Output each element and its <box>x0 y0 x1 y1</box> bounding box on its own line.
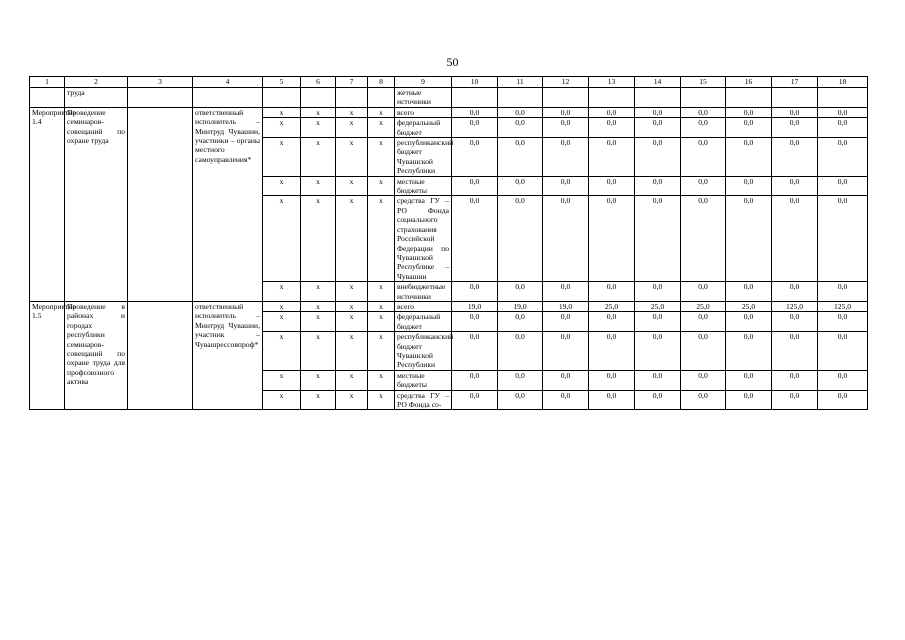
value-cell: 0,0 <box>818 138 868 177</box>
budget-code-cell: х <box>263 370 301 390</box>
value-cell: 0,0 <box>589 107 635 117</box>
funding-source: всего <box>395 107 452 117</box>
budget-code-cell: х <box>368 176 395 196</box>
value-cell: 0,0 <box>635 312 681 332</box>
value-cell: 0,0 <box>726 370 772 390</box>
budget-code-cell: х <box>301 282 336 302</box>
budget-code-cell: х <box>263 390 301 410</box>
column-number-row <box>30 77 868 88</box>
funding-source: внебюджетные источники <box>395 282 452 302</box>
funding-source: всего <box>395 301 452 311</box>
table-row <box>30 107 868 117</box>
value-cell: 0,0 <box>589 196 635 282</box>
budget-code-cell: х <box>263 107 301 117</box>
budget-code-cell: х <box>301 118 336 138</box>
value-cell: 0,0 <box>726 312 772 332</box>
executor <box>193 88 263 108</box>
value-cell: 0,0 <box>818 107 868 117</box>
budget-code-cell: х <box>368 107 395 117</box>
value-cell: 0,0 <box>452 118 498 138</box>
value-cell: 0,0 <box>635 370 681 390</box>
value-cell: 0,0 <box>772 370 818 390</box>
value-cell <box>726 88 772 108</box>
table-row <box>30 88 868 108</box>
value-cell: 0,0 <box>498 282 543 302</box>
budget-code-cell: х <box>301 196 336 282</box>
budget-code-cell: х <box>263 282 301 302</box>
value-cell: 0,0 <box>498 370 543 390</box>
value-cell: 25,0 <box>589 301 635 311</box>
column-number: 6 <box>301 77 336 88</box>
budget-code-cell: х <box>263 301 301 311</box>
value-cell: 0,0 <box>818 118 868 138</box>
column-number: 5 <box>263 77 301 88</box>
funding-source: жетные источники <box>395 88 452 108</box>
executor: ответственный исполнитель – Минтруд Чувашии, участники – органы местного самоуправления* <box>193 107 263 301</box>
value-cell: 25,0 <box>681 301 726 311</box>
table-row <box>30 301 868 311</box>
value-cell: 0,0 <box>818 176 868 196</box>
column-number: 15 <box>681 77 726 88</box>
table-body <box>30 88 868 410</box>
budget-code-cell: х <box>301 107 336 117</box>
program-table <box>29 76 868 410</box>
budget-code-cell: х <box>368 282 395 302</box>
value-cell: 0,0 <box>543 312 589 332</box>
budget-code-cell: х <box>336 282 368 302</box>
event-label <box>30 88 65 108</box>
value-cell: 0,0 <box>772 282 818 302</box>
value-cell: 0,0 <box>772 138 818 177</box>
value-cell <box>772 88 818 108</box>
budget-code-cell: х <box>263 332 301 371</box>
value-cell <box>818 88 868 108</box>
value-cell: 0,0 <box>543 282 589 302</box>
value-cell: 0,0 <box>543 390 589 410</box>
value-cell: 0,0 <box>498 107 543 117</box>
value-cell: 125,0 <box>772 301 818 311</box>
value-cell: 25,0 <box>635 301 681 311</box>
budget-code-cell: х <box>301 390 336 410</box>
value-cell: 0,0 <box>635 118 681 138</box>
value-cell: 0,0 <box>498 138 543 177</box>
value-cell: 0,0 <box>726 118 772 138</box>
budget-code-cell: х <box>368 312 395 332</box>
value-cell: 0,0 <box>452 196 498 282</box>
budget-code-cell: х <box>263 176 301 196</box>
value-cell: 0,0 <box>635 176 681 196</box>
budget-code-cell: х <box>301 370 336 390</box>
value-cell <box>452 88 498 108</box>
value-cell: 0,0 <box>726 138 772 177</box>
value-cell: 0,0 <box>726 176 772 196</box>
value-cell <box>498 88 543 108</box>
budget-code-cell: х <box>336 118 368 138</box>
funding-source: средства ГУ – РО Фонда социального страхования Российской Федерации по Чувашской Республике – Чувашии <box>395 196 452 282</box>
budget-code-cell: х <box>368 301 395 311</box>
value-cell: 0,0 <box>589 370 635 390</box>
value-cell: 0,0 <box>589 282 635 302</box>
value-cell: 0,0 <box>498 196 543 282</box>
value-cell: 0,0 <box>635 390 681 410</box>
value-cell: 0,0 <box>726 282 772 302</box>
value-cell: 0,0 <box>772 118 818 138</box>
column-number: 16 <box>726 77 772 88</box>
budget-code-cell: х <box>301 312 336 332</box>
budget-code-cell: х <box>336 390 368 410</box>
column-number: 14 <box>635 77 681 88</box>
value-cell: 0,0 <box>726 390 772 410</box>
value-cell: 0,0 <box>589 312 635 332</box>
value-cell: 0,0 <box>498 312 543 332</box>
value-cell: 0,0 <box>543 332 589 371</box>
value-cell: 0,0 <box>543 138 589 177</box>
empty-cell <box>128 107 193 301</box>
value-cell: 0,0 <box>818 196 868 282</box>
budget-code-cell: х <box>368 138 395 177</box>
budget-code-cell: х <box>368 390 395 410</box>
value-cell: 0,0 <box>635 138 681 177</box>
value-cell: 0,0 <box>772 390 818 410</box>
value-cell: 19,0 <box>452 301 498 311</box>
value-cell: 0,0 <box>681 196 726 282</box>
value-cell: 0,0 <box>635 107 681 117</box>
value-cell: 0,0 <box>681 312 726 332</box>
value-cell <box>681 88 726 108</box>
value-cell: 0,0 <box>772 176 818 196</box>
value-cell: 19,0 <box>543 301 589 311</box>
budget-code-cell: х <box>368 118 395 138</box>
budget-code-cell: х <box>336 370 368 390</box>
funding-source: федеральный бюджет <box>395 118 452 138</box>
budget-code-cell: х <box>301 332 336 371</box>
budget-code-cell: х <box>263 196 301 282</box>
column-number: 7 <box>336 77 368 88</box>
column-number: 17 <box>772 77 818 88</box>
budget-code-cell <box>336 88 368 108</box>
value-cell: 0,0 <box>818 312 868 332</box>
value-cell: 0,0 <box>635 196 681 282</box>
value-cell: 0,0 <box>681 282 726 302</box>
value-cell: 0,0 <box>681 118 726 138</box>
event-name: труда <box>65 88 128 108</box>
value-cell: 0,0 <box>681 390 726 410</box>
event-name: Проведение семинаров-совещаний по охране труда <box>65 107 128 301</box>
budget-code-cell <box>368 88 395 108</box>
budget-code-cell: х <box>336 107 368 117</box>
column-number: 8 <box>368 77 395 88</box>
value-cell: 0,0 <box>681 176 726 196</box>
funding-source: местные бюджеты <box>395 176 452 196</box>
value-cell: 0,0 <box>543 370 589 390</box>
budget-code-cell: х <box>368 196 395 282</box>
value-cell: 0,0 <box>543 196 589 282</box>
value-cell: 0,0 <box>818 332 868 371</box>
value-cell: 0,0 <box>772 332 818 371</box>
budget-code-cell: х <box>301 301 336 311</box>
budget-code-cell: х <box>336 312 368 332</box>
column-number: 3 <box>128 77 193 88</box>
value-cell <box>589 88 635 108</box>
value-cell: 0,0 <box>772 312 818 332</box>
value-cell: 0,0 <box>543 107 589 117</box>
value-cell: 0,0 <box>452 370 498 390</box>
budget-code-cell <box>263 88 301 108</box>
budget-code-cell: х <box>336 176 368 196</box>
budget-code-cell: х <box>336 138 368 177</box>
value-cell: 0,0 <box>452 138 498 177</box>
value-cell: 0,0 <box>543 176 589 196</box>
value-cell: 0,0 <box>452 282 498 302</box>
budget-code-cell: х <box>336 301 368 311</box>
value-cell: 0,0 <box>498 332 543 371</box>
value-cell: 0,0 <box>726 196 772 282</box>
value-cell: 0,0 <box>635 282 681 302</box>
column-number: 11 <box>498 77 543 88</box>
empty-cell <box>128 301 193 409</box>
value-cell: 0,0 <box>452 390 498 410</box>
funding-source: федеральный бюджет <box>395 312 452 332</box>
column-number: 4 <box>193 77 263 88</box>
value-cell: 0,0 <box>589 176 635 196</box>
value-cell: 0,0 <box>452 332 498 371</box>
value-cell: 0,0 <box>818 370 868 390</box>
value-cell: 0,0 <box>543 118 589 138</box>
column-number: 10 <box>452 77 498 88</box>
value-cell: 0,0 <box>818 390 868 410</box>
value-cell: 0,0 <box>589 332 635 371</box>
value-cell: 0,0 <box>772 196 818 282</box>
funding-source: республиканский бюджет Чувашской Республики <box>395 138 452 177</box>
budget-code-cell: х <box>336 332 368 371</box>
value-cell: 0,0 <box>589 138 635 177</box>
column-number: 13 <box>589 77 635 88</box>
budget-code-cell: х <box>301 138 336 177</box>
budget-code-cell: х <box>263 138 301 177</box>
budget-code-cell <box>301 88 336 108</box>
value-cell: 0,0 <box>589 390 635 410</box>
value-cell: 0,0 <box>726 107 772 117</box>
value-cell: 0,0 <box>681 138 726 177</box>
funding-source: республиканский бюджет Чувашской Республики <box>395 332 452 371</box>
value-cell: 0,0 <box>498 390 543 410</box>
value-cell: 0,0 <box>452 176 498 196</box>
executor: ответственный исполнитель – Минтруд Чувашии, участник – Чувашрессовпроф* <box>193 301 263 409</box>
event-name: Проведение в районах и городах республики семинаров-совещаний по охране труда для профсоюзного актива <box>65 301 128 409</box>
value-cell: 0,0 <box>452 312 498 332</box>
column-number: 1 <box>30 77 65 88</box>
value-cell: 0,0 <box>818 282 868 302</box>
event-label: Мероприятие 1.5 <box>30 301 65 409</box>
budget-code-cell: х <box>263 118 301 138</box>
value-cell: 0,0 <box>772 107 818 117</box>
value-cell: 0,0 <box>452 107 498 117</box>
budget-code-cell: х <box>263 312 301 332</box>
funding-source: местные бюджеты <box>395 370 452 390</box>
budget-code-cell: х <box>336 196 368 282</box>
budget-code-cell: х <box>368 332 395 371</box>
event-label: Мероприятие 1.4 <box>30 107 65 301</box>
value-cell: 125,0 <box>818 301 868 311</box>
column-number: 12 <box>543 77 589 88</box>
value-cell: 0,0 <box>498 118 543 138</box>
value-cell: 0,0 <box>726 332 772 371</box>
value-cell: 0,0 <box>681 332 726 371</box>
budget-code-cell: х <box>368 370 395 390</box>
value-cell: 0,0 <box>635 332 681 371</box>
value-cell: 0,0 <box>681 370 726 390</box>
column-number: 9 <box>395 77 452 88</box>
value-cell: 0,0 <box>589 118 635 138</box>
column-number: 2 <box>65 77 128 88</box>
empty-cell <box>128 88 193 108</box>
value-cell: 0,0 <box>498 176 543 196</box>
value-cell: 19,0 <box>498 301 543 311</box>
funding-source: средства ГУ – РО Фонда со- <box>395 390 452 410</box>
budget-code-cell: х <box>301 176 336 196</box>
value-cell: 0,0 <box>681 107 726 117</box>
value-cell: 25,0 <box>726 301 772 311</box>
value-cell <box>543 88 589 108</box>
value-cell <box>635 88 681 108</box>
column-number: 18 <box>818 77 868 88</box>
page-number: 50 <box>446 55 459 69</box>
